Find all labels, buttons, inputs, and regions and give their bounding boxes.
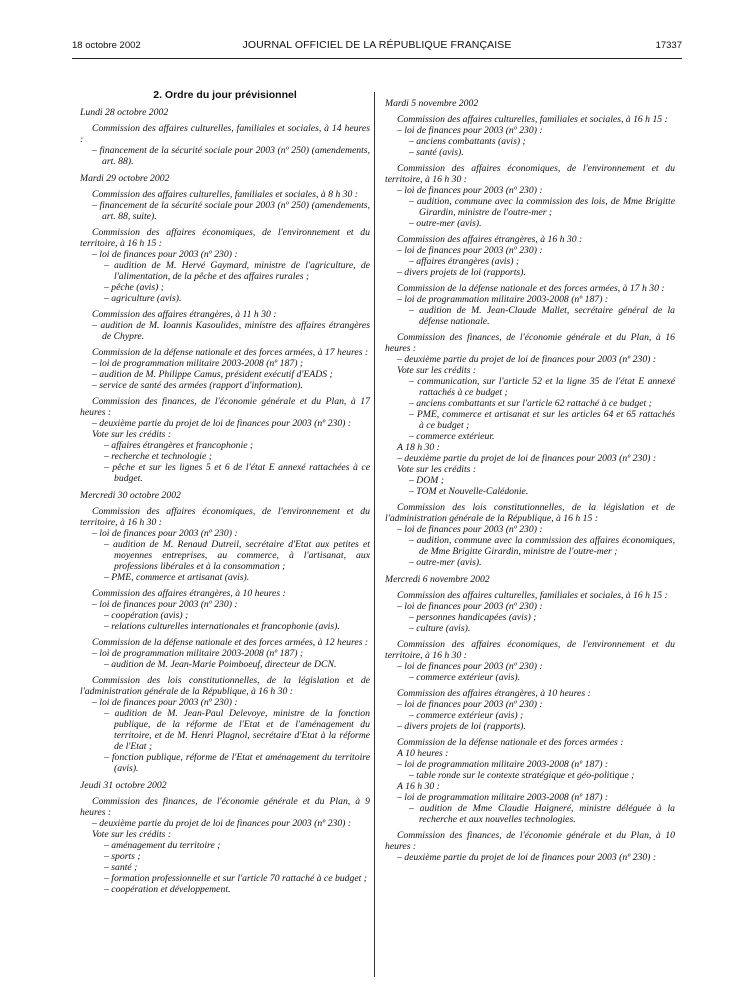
- page-number: 17337: [655, 40, 682, 51]
- agenda-item: – audition de M. Ioannis Kasoulides, ministre des affaires étrangères de Chypre.: [92, 320, 370, 342]
- agenda-subitem: – culture (avis).: [409, 623, 471, 634]
- agenda-item: – financement de la sécurité sociale pour 2003 (nº 250) (amendements, art. 88, suite).: [92, 200, 370, 222]
- agenda-subitem: – audition de M. Jean-Claude Mallet, secrétaire général de la défense nationale.: [409, 305, 675, 327]
- commission-line: Commission des finances, de l'économie générale et du Plan, à 9 heures :: [80, 796, 370, 818]
- agenda-subitem: – outre-mer (avis).: [409, 218, 482, 229]
- left-column-body: [80, 107, 370, 895]
- commission-line: Commission de la défense nationale et des forces armées, à 12 heures :: [92, 637, 369, 648]
- day-heading: Mardi 5 novembre 2002: [385, 98, 479, 109]
- agenda-subitem: – agriculture (avis).: [104, 293, 182, 304]
- agenda-subitem: – PME, commerce et artisanat (avis).: [104, 572, 250, 583]
- agenda-item: – loi de programmation militaire 2003-2008 (nº 187) :: [397, 294, 609, 305]
- day-heading: Mardi 29 octobre 2002: [80, 173, 170, 184]
- agenda-item: – divers projets de loi (rapports).: [397, 721, 526, 732]
- agenda-item: – deuxième partie du projet de loi de finances pour 2003 (nº 230) :: [397, 453, 657, 464]
- agenda-subitem: – audition de M. Jean-Paul Delevoye, ministre de la fonction publique, de la réforme de l'Etat et de l'aménagement du territoire, et de M. Henri Plagnol, secrétaire d'Etat à la réforme de l'Etat ;: [104, 708, 370, 752]
- commission-line: Commission des finances, de l'économie générale et du Plan, à 16 heures :: [385, 332, 675, 354]
- commission-line: Commission des affaires étrangères, à 16 h 30 :: [397, 234, 583, 245]
- agenda-subitem: – audition de M. Hervé Gaymard, ministre de l'agriculture, de l'alimentation, de la pêche et des affaires rurales ;: [104, 260, 370, 282]
- agenda-item: – loi de finances pour 2003 (nº 230) :: [397, 125, 543, 136]
- agenda-item: – loi de finances pour 2003 (nº 230) :: [397, 245, 543, 256]
- agenda-subitem: – personnes handicapées (avis) ;: [409, 612, 537, 623]
- agenda-item: – loi de programmation militaire 2003-2008 (nº 187) :: [397, 792, 609, 803]
- agenda-subitem: – audition, commune avec la commission des affaires économiques, de Mme Brigitte Girardin, ministre de l'outre-mer ;: [409, 535, 675, 557]
- commission-line: Commission des affaires économiques, de l'environnement et du territoire, à 16 h 15 :: [80, 227, 370, 249]
- header-date: 18 octobre 2002: [72, 40, 141, 51]
- agenda-item: – loi de finances pour 2003 (nº 230) :: [92, 599, 238, 610]
- agenda-subitem: – table ronde sur le contexte stratégique et géo-politique ;: [409, 770, 635, 781]
- day-heading: Mercredi 6 novembre 2002: [385, 574, 490, 585]
- agenda-subitem: – commerce extérieur (avis).: [409, 672, 520, 683]
- agenda-subitem: – affaires étrangères (avis) ;: [409, 256, 520, 267]
- commission-line: Commission des affaires étrangères, à 11 h 30 :: [92, 309, 277, 320]
- agenda-item: – deuxième partie du projet de loi de finances pour 2003 (nº 230) :: [92, 418, 352, 429]
- agenda-subitem: – TOM et Nouvelle-Calédonie.: [409, 486, 529, 497]
- commission-line: Commission de la défense nationale et des forces armées, à 17 h 30 :: [397, 283, 665, 294]
- agenda-item: – service de santé des armées (rapport d'information).: [92, 380, 303, 391]
- agenda-subitem: – pêche (avis) ;: [104, 282, 164, 293]
- agenda-item: – financement de la sécurité sociale pour 2003 (nº 250) (amendements, art. 88).: [92, 145, 370, 167]
- column-separator: [374, 92, 375, 977]
- agenda-item: – loi de finances pour 2003 (nº 230) :: [397, 699, 543, 710]
- agenda-subitem: – audition, commune avec la commission des lois, de Mme Brigitte Girardin, ministre de l'outre-mer ;: [409, 196, 675, 218]
- agenda-item: – loi de finances pour 2003 (nº 230) :: [92, 528, 238, 539]
- agenda-item: – deuxième partie du projet de loi de finances pour 2003 (nº 230) :: [92, 818, 352, 829]
- commission-line: Commission des lois constitutionnelles, de la législation et de l'administration générale de la République, à 16 h 30 :: [80, 675, 370, 697]
- agenda-item: – loi de finances pour 2003 (nº 230) :: [397, 524, 543, 535]
- commission-line: Commission des lois constitutionnelles, de la législation et de l'administration générale de la République, à 16 h 15 :: [385, 502, 675, 524]
- commission-line: Commission des affaires culturelles, familiales et sociales, à 8 h 30 :: [92, 189, 358, 200]
- agenda-subitem: – commerce extérieur (avis) ;: [409, 710, 524, 721]
- agenda-item: – loi de programmation militaire 2003-2008 (nº 187) ;: [92, 358, 304, 369]
- agenda-subitem: – pêche et sur les lignes 5 et 6 de l'état E annexé rattachées à ce budget.: [104, 462, 370, 484]
- agenda-item: – deuxième partie du projet de loi de finances pour 2003 (nº 230) :: [397, 852, 657, 863]
- agenda-note: Vote sur les crédits :: [92, 829, 172, 840]
- agenda-subitem: – coopération (avis) ;: [104, 610, 189, 621]
- agenda-subitem: – santé ;: [104, 862, 138, 873]
- agenda-item: – divers projets de loi (rapports).: [397, 267, 526, 278]
- agenda-subitem: – relations culturelles internationales et francophonie (avis).: [104, 621, 340, 632]
- agenda-subitem: – anciens combattants et sur l'article 62 rattaché à ce budget ;: [409, 398, 652, 409]
- agenda-subitem: – outre-mer (avis).: [409, 557, 482, 568]
- agenda-item: – loi de finances pour 2003 (nº 230) :: [92, 697, 238, 708]
- right-column: [385, 92, 675, 863]
- agenda-item: – loi de finances pour 2003 (nº 230) :: [92, 249, 238, 260]
- page-header: [72, 40, 682, 54]
- agenda-subitem: – anciens combattants (avis) ;: [409, 136, 526, 147]
- commission-line: Commission des affaires culturelles, familiales et sociales, à 16 h 15 :: [397, 590, 668, 601]
- commission-line: Commission des finances, de l'économie générale et du Plan, à 17 heures :: [80, 396, 370, 418]
- agenda-subitem: – commerce extérieur.: [409, 431, 495, 442]
- agenda-subitem: – DOM ;: [409, 475, 444, 486]
- commission-line: Commission des affaires étrangères, à 10 heures :: [92, 588, 286, 599]
- agenda-note: Vote sur les crédits :: [397, 365, 477, 376]
- agenda-subitem: – audition de M. Renaud Dutreil, secrétaire d'Etat aux petites et moyennes entreprises, au commerce, à l'artisanat, aux professions libérales et à la consommation ;: [104, 539, 370, 572]
- agenda-subitem: – aménagement du territoire ;: [104, 840, 221, 851]
- left-column: [80, 90, 370, 895]
- agenda-item: – loi de finances pour 2003 (nº 230) :: [397, 185, 543, 196]
- agenda-item: – audition de M. Philippe Camus, président exécutif d'EADS ;: [92, 369, 333, 380]
- commission-line: Commission des affaires économiques, de l'environnement et du territoire, à 16 h 30 :: [385, 163, 675, 185]
- agenda-item: – deuxième partie du projet de loi de finances pour 2003 (nº 230) :: [397, 354, 657, 365]
- agenda-subitem: – recherche et technologie ;: [104, 451, 212, 462]
- agenda-item: – loi de finances pour 2003 (nº 230) :: [397, 661, 543, 672]
- agenda-subitem: – PME, commerce et artisanat et sur les articles 64 et 65 rattachés à ce budget ;: [409, 409, 675, 431]
- agenda-note: A 16 h 30 :: [397, 781, 440, 792]
- day-heading: Jeudi 31 octobre 2002: [80, 780, 167, 791]
- agenda-subitem: – santé (avis).: [409, 147, 464, 158]
- agenda-note: A 10 heures :: [397, 748, 449, 759]
- journal-title: JOURNAL OFFICIEL DE LA RÉPUBLIQUE FRANÇAISE: [242, 39, 512, 51]
- agenda-subitem: – affaires étrangères et francophonie ;: [104, 440, 254, 451]
- agenda-subitem: – sports ;: [104, 851, 141, 862]
- section-title: 2. Ordre du jour prévisionnel: [153, 89, 297, 101]
- agenda-subitem: – communication, sur l'article 52 et la ligne 35 de l'état E annexé rattachés à ce budget ;: [409, 376, 675, 398]
- agenda-subitem: – audition de M. Jean-Marie Poimboeuf, directeur de DCN.: [104, 659, 337, 670]
- commission-line: Commission des finances, de l'économie générale et du Plan, à 10 heures :: [385, 830, 675, 852]
- commission-line: Commission des affaires culturelles, familiales et sociales, à 14 heures :: [80, 123, 370, 145]
- day-heading: Mercredi 30 octobre 2002: [80, 490, 181, 501]
- agenda-item: – loi de finances pour 2003 (nº 230) :: [397, 601, 543, 612]
- agenda-note: A 18 h 30 :: [397, 442, 440, 453]
- agenda-note: Vote sur les crédits :: [92, 429, 172, 440]
- agenda-item: – loi de programmation militaire 2003-2008 (nº 187) ;: [92, 648, 304, 659]
- commission-line: Commission des affaires culturelles, familiales et sociales, à 16 h 15 :: [397, 114, 668, 125]
- commission-line: Commission des affaires étrangères, à 10 heures :: [397, 688, 591, 699]
- agenda-subitem: – audition de Mme Claudie Haigneré, ministre déléguée à la recherche et aux nouvelles technologies.: [409, 803, 675, 825]
- commission-line: Commission des affaires économiques, de l'environnement et du territoire, à 16 h 30 :: [385, 639, 675, 661]
- agenda-note: Vote sur les crédits :: [397, 464, 477, 475]
- agenda-subitem: – formation professionnelle et sur l'article 70 rattaché à ce budget ;: [104, 873, 367, 884]
- agenda-item: – loi de programmation militaire 2003-2008 (nº 187) :: [397, 759, 609, 770]
- agenda-subitem: – coopération et développement.: [104, 884, 231, 895]
- commission-line: Commission des affaires économiques, de l'environnement et du territoire, à 16 h 30 :: [80, 506, 370, 528]
- day-heading: Lundi 28 octobre 2002: [80, 107, 169, 118]
- header-rule: [72, 58, 682, 59]
- agenda-subitem: – fonction publique, réforme de l'Etat et aménagement du territoire (avis).: [104, 752, 370, 774]
- commission-line: Commission de la défense nationale et des forces armées, à 17 heures :: [92, 347, 369, 358]
- commission-line: Commission de la défense nationale et des forces armées :: [397, 737, 624, 748]
- right-column-body: [385, 98, 675, 863]
